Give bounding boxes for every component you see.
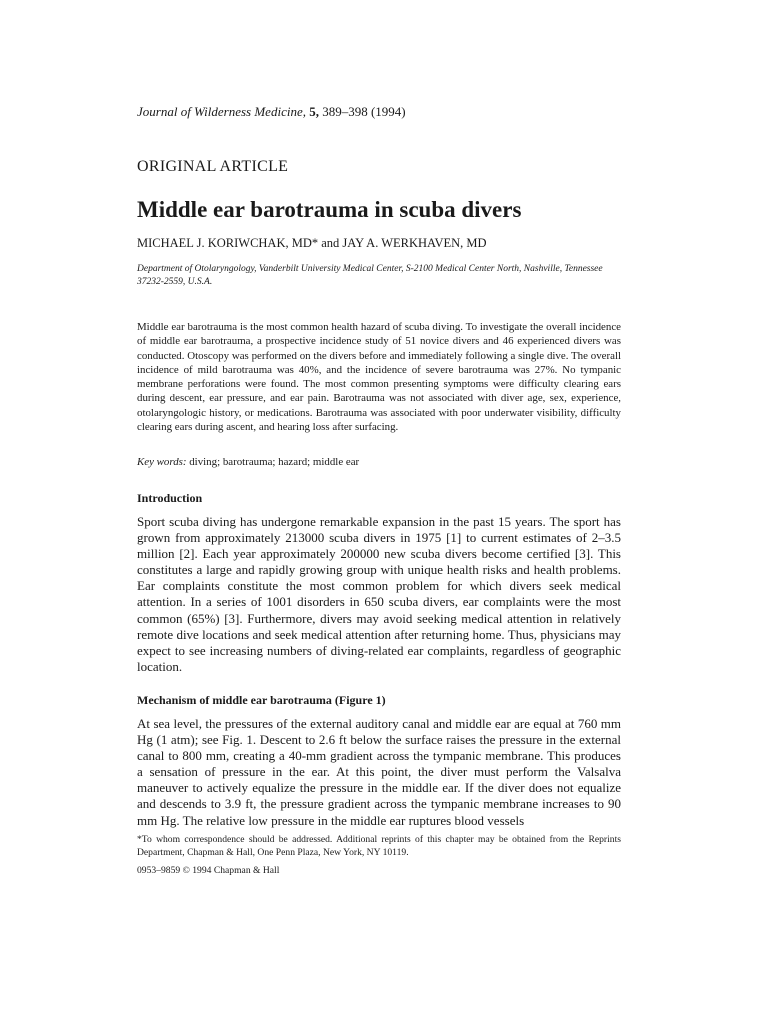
article-title: Middle ear barotrauma in scuba divers bbox=[137, 197, 522, 222]
section-body-mechanism: At sea level, the pressures of the external auditory canal and middle ear are equal at 760 mm Hg (1 atm); see Fig. 1. Descent to 2.6 ft below the surface raises the pressure in the external canal to 800 mm, creating a 40-mm gradient across the tympanic membrane. This produces a sensation of pressure in the ear. At this point, the diver must perform the Valsalva maneuver to actively equalize the pressure in the middle ear. If the diver does not equalize and descends to 3.9 ft, the pressure gradient across the tympanic membrane increases to 90 mm Hg. The relative low pressure in the middle ear ruptures blood vessels bbox=[137, 716, 621, 828]
keywords bbox=[137, 456, 359, 468]
abstract: Middle ear barotrauma is the most common health hazard of scuba diving. To investigate the overall incidence of middle ear barotrauma, a prospective incidence study of 51 novice divers and 46 experienced divers was conducted. Otoscopy was performed on the divers before and immediately following a single dive. The overall incidence of mild barotrauma was 40%, and the incidence of severe barotrauma was 27%. No tympanic membrane perforations were found. The most common presenting symptoms were difficulty clearing ears during descent, ear pressure, and ear pain. Barotrauma was not associated with diver age, sex, experience, otolaryngologic history, or medications. Barotrauma was associated with poor underwater visibility, difficulty clearing ears during ascent, and hearing loss after surfacing. bbox=[137, 321, 621, 434]
section-body-introduction: Sport scuba diving has undergone remarkable expansion in the past 15 years. The sport has grown from approximately 213000 scuba divers in 1975 [1] to current estimates of 2–3.5 million [2]. Each year approximately 200000 new scuba divers become certified [3]. This constitutes a large and rapidly growing group with unique health risks and health problems. Ear complaints constitute the most common problem for which divers seek medical attention. In a series of 1001 disorders in 650 scuba divers, ear complaints were the most common (65%) [3]. Furthermore, divers may avoid seeking medical attention in relatively remote dive locations and seek medical attention after returning home. Thus, physicians may expect to see increasing numbers of diving-related ear complaints, regardless of geographic location. bbox=[137, 514, 621, 674]
author-affiliation: Department of Otolaryngology, Vanderbilt University Medical Center, S-2100 Medical Center North, Nashville, Tennessee 37232-2559, U.S.A. bbox=[137, 264, 603, 287]
journal-pages: 389–398 (1994) bbox=[322, 104, 406, 119]
article-type: ORIGINAL ARTICLE bbox=[137, 158, 289, 175]
journal-reference bbox=[137, 104, 406, 120]
section-heading-mechanism: Mechanism of middle ear barotrauma (Figure 1) bbox=[137, 693, 386, 707]
keywords-text: diving; barotrauma; hazard; middle ear bbox=[186, 456, 360, 468]
journal-name: Journal of Wilderness Medicine, bbox=[137, 104, 306, 119]
correspondence-footnote: *To whom correspondence should be addressed. Additional reprints of this chapter may be obtained from the Reprints Department, Chapman & Hall, One Penn Plaza, New York, NY 10119. bbox=[137, 834, 621, 858]
keywords-label: Key words: bbox=[137, 456, 187, 468]
article-authors: MICHAEL J. KORIWCHAK, MD* and JAY A. WERKHAVEN, MD bbox=[137, 236, 487, 250]
copyright-notice: 0953–9859 © 1994 Chapman & Hall bbox=[137, 865, 280, 876]
journal-volume: 5, bbox=[309, 104, 319, 119]
section-heading-introduction: Introduction bbox=[137, 491, 203, 505]
